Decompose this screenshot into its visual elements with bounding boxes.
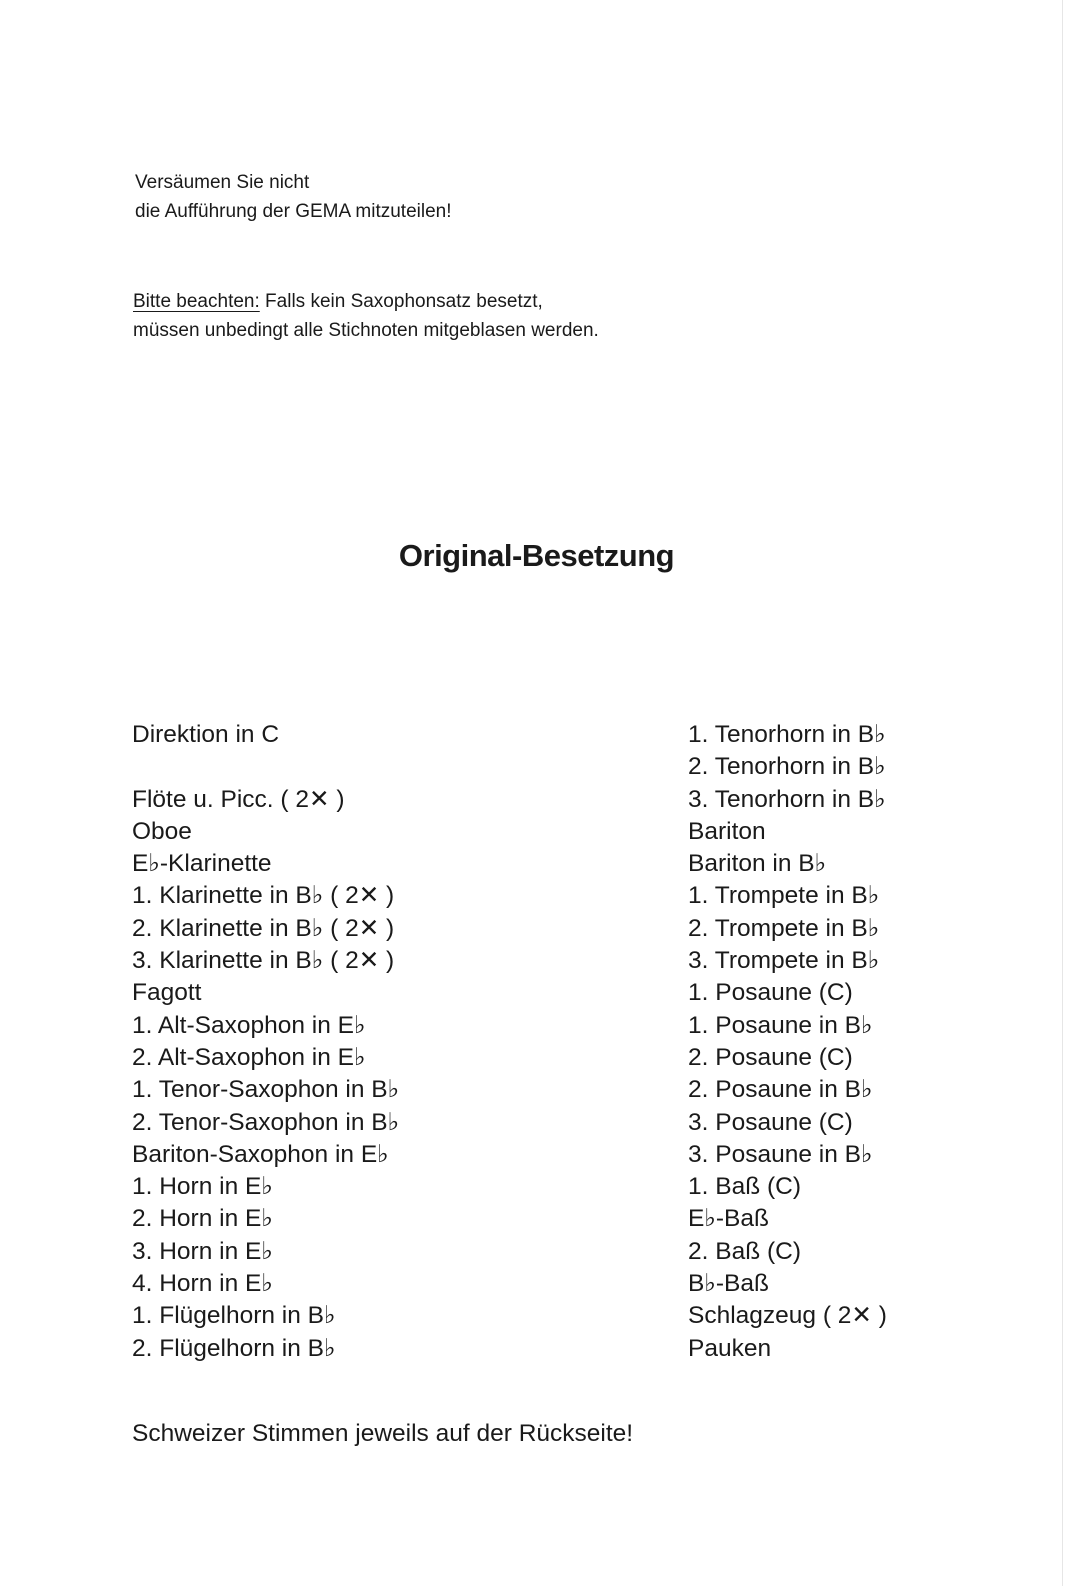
instrumentation-left-column: [132, 719, 399, 1365]
instrument-item: 1. Baß (C): [688, 1173, 801, 1201]
instrument-item: 2. Klarinette in B♭ ( 2✕ ): [132, 914, 395, 942]
instrument-item: Bariton: [688, 817, 766, 845]
instrument-item: 1. Horn in E♭: [132, 1173, 273, 1201]
saxophone-note: [133, 287, 599, 345]
instrument-item: Bariton in B♭: [688, 850, 827, 878]
instrument-item: B♭-Baß: [688, 1270, 769, 1298]
instrument-item: 3. Horn in E♭: [132, 1237, 273, 1265]
instrument-item: 1. Alt-Saxophon in E♭: [132, 1011, 366, 1039]
instrument-item: 2. Trompete in B♭: [688, 914, 880, 942]
instrumentation-right-column: [688, 719, 887, 1365]
instrument-item: 2. Posaune (C): [688, 1043, 853, 1071]
instrument-item: 1. Flügelhorn in B♭: [132, 1302, 336, 1330]
instrument-item: 1. Posaune in B♭: [688, 1011, 873, 1039]
note-line-1-text: Falls kein Saxophonsatz besetzt,: [259, 291, 543, 312]
instrument-item: 2. Posaune in B♭: [688, 1076, 873, 1104]
column-spacer: [132, 751, 399, 783]
instrument-item: Flöte u. Picc. ( 2✕ ): [132, 785, 345, 813]
instrument-item: 3. Posaune (C): [688, 1108, 853, 1136]
saxophone-note-line-1: [133, 287, 599, 316]
gema-notice: [135, 168, 452, 226]
instrument-item: 3. Tenorhorn in B♭: [688, 785, 886, 813]
footer-note: Schweizer Stimmen jeweils auf der Rückseite!: [132, 1420, 634, 1447]
instrument-item: 1. Posaune (C): [688, 979, 853, 1007]
instrument-item: Schlagzeug ( 2✕ ): [688, 1302, 887, 1330]
gema-notice-line-2: die Aufführung der GEMA mitzuteilen!: [135, 201, 452, 222]
instrument-item: 3. Posaune in B♭: [688, 1140, 873, 1168]
instrument-item: 2. Alt-Saxophon in E♭: [132, 1043, 366, 1071]
note-label: Bitte beachten:: [133, 291, 260, 312]
instrument-item: 1. Tenorhorn in B♭: [688, 721, 886, 748]
instrument-item: 2. Tenor-Saxophon in B♭: [132, 1108, 400, 1136]
instrument-item: 1. Klarinette in B♭ ( 2✕ ): [132, 882, 395, 910]
page-edge-line: [1062, 0, 1063, 1586]
instrument-item: Fagott: [132, 979, 202, 1007]
instrument-item: 2. Flügelhorn in B♭: [132, 1334, 336, 1362]
gema-notice-line-1: Versäumen Sie nicht: [135, 172, 310, 193]
page-title: Original-Besetzung: [398, 538, 675, 573]
instrument-item: E♭-Baß: [688, 1205, 769, 1233]
instrument-item: E♭-Klarinette: [132, 850, 272, 878]
instrument-item: 1. Tenor-Saxophon in B♭: [132, 1076, 400, 1104]
instrument-item: 1. Trompete in B♭: [688, 882, 880, 910]
instrument-item: 2. Baß (C): [688, 1237, 801, 1265]
instrument-item: 4. Horn in E♭: [132, 1270, 273, 1298]
instrument-item: 3. Trompete in B♭: [688, 947, 880, 975]
instrument-item: 2. Tenorhorn in B♭: [688, 753, 886, 781]
instrument-item: 3. Klarinette in B♭ ( 2✕ ): [132, 947, 395, 975]
instrument-item: Oboe: [132, 817, 192, 845]
instrument-item: Bariton-Saxophon in E♭: [132, 1140, 389, 1168]
instrument-item: Pauken: [688, 1334, 772, 1362]
instrument-direktion: Direktion in C: [132, 721, 280, 748]
saxophone-note-line-2: müssen unbedingt alle Stichnoten mitgeblasen werden.: [133, 320, 599, 341]
instrument-item: 2. Horn in E♭: [132, 1205, 273, 1233]
